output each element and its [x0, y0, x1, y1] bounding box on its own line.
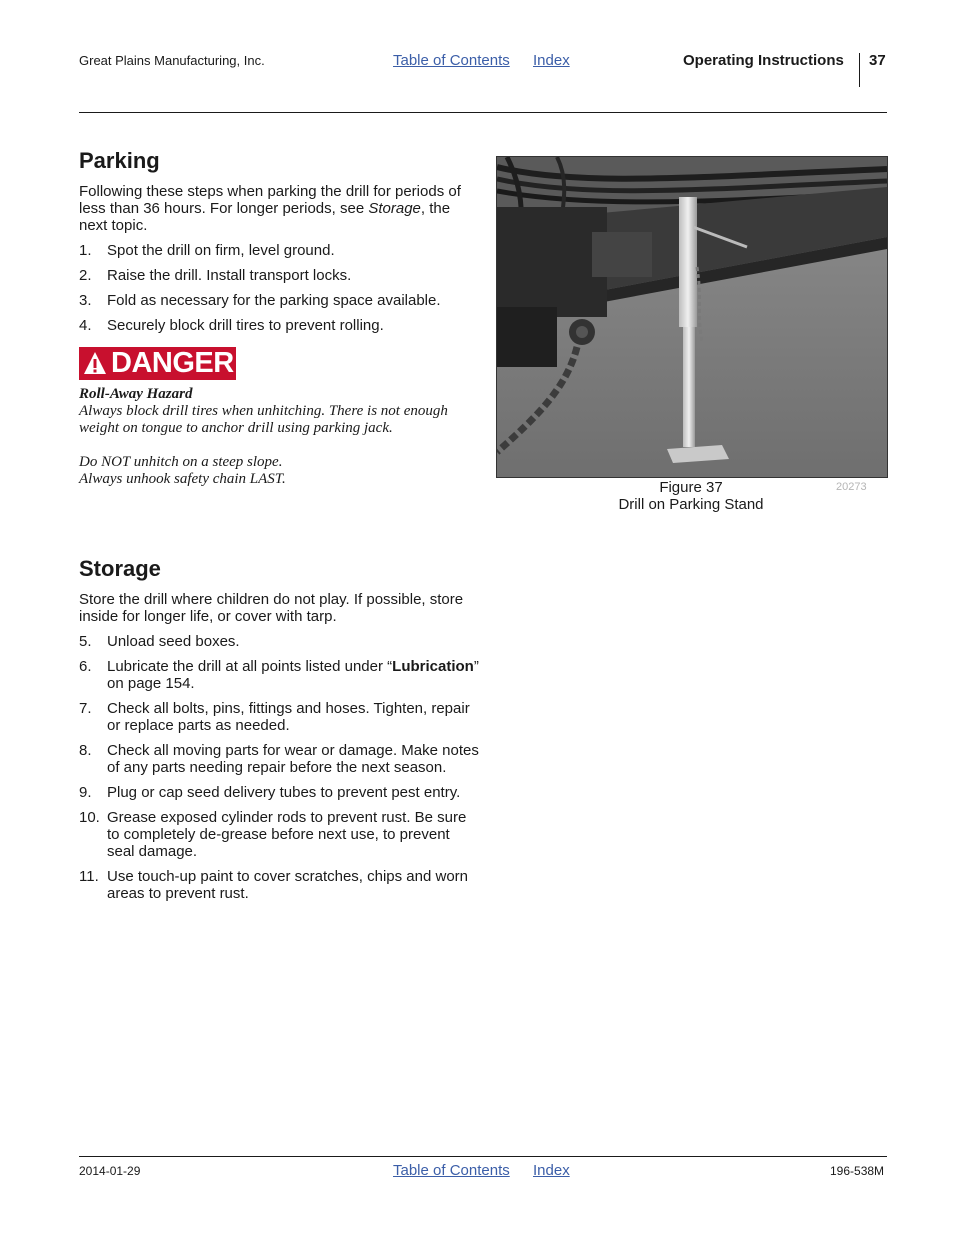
step-text: Securely block drill tires to prevent rolling.	[107, 317, 384, 334]
footer-index-link[interactable]: Index	[533, 1162, 570, 1179]
figure-image-id: 20273	[836, 481, 867, 493]
step-text: Raise the drill. Install transport locks.	[107, 267, 352, 284]
list-item	[79, 633, 479, 650]
step-number: 2.	[79, 267, 92, 284]
step-text: Grease exposed cylinder rods to prevent rust. Be sure to completely de-grease before next use, to prevent seal damage.	[107, 809, 467, 860]
step-number: 6.	[79, 658, 92, 675]
document-number: 196-538M	[830, 1164, 885, 1178]
section-title: Operating Instructions	[683, 52, 844, 69]
parking-intro-text-a: Following these steps when parking the drill for periods of less than 36 hours. For longer periods, see	[79, 183, 461, 217]
warning-triangle-icon	[83, 351, 107, 375]
figure-title: Drill on Parking Stand	[618, 496, 764, 513]
list-item	[79, 868, 479, 902]
step-number: 3.	[79, 292, 92, 309]
step-text: Spot the drill on firm, level ground.	[107, 242, 335, 259]
step-text: Plug or cap seed delivery tubes to prevent pest entry.	[107, 784, 461, 801]
step-number: 10.	[79, 809, 100, 826]
storage-reference: Storage	[368, 200, 421, 217]
danger-word: DANGER	[111, 347, 234, 379]
hazard-line-chain: Always unhook safety chain LAST.	[79, 471, 286, 487]
hazard-text-1: Always block drill tires when unhitching. There is not enough weight on tongue to anchor drill using parking jack.	[79, 403, 448, 436]
list-item	[79, 700, 479, 734]
list-item	[79, 784, 479, 801]
step-number: 9.	[79, 784, 92, 801]
parking-intro	[79, 183, 464, 234]
danger-label	[79, 347, 236, 380]
list-item	[79, 242, 474, 259]
storage-steps-list	[79, 633, 479, 910]
parking-intro-text-b: , the next topic.	[79, 200, 451, 234]
company-name: Great Plains Manufacturing, Inc.	[79, 53, 265, 68]
step-number: 11.	[79, 868, 99, 885]
parking-steps-list	[79, 242, 474, 342]
lubrication-reference: Lubrication	[392, 658, 474, 675]
step-text: Use touch-up paint to cover scratches, chips and worn areas to prevent rust.	[107, 868, 469, 902]
footer-rule	[79, 1156, 887, 1157]
parking-heading: Parking	[79, 148, 160, 173]
step-text: Check all bolts, pins, fittings and hoses. Tighten, repair or replace parts as needed.	[107, 700, 470, 734]
step-text: Unload seed boxes.	[107, 633, 240, 650]
list-item	[79, 292, 474, 309]
figure-caption	[496, 479, 886, 513]
storage-heading: Storage	[79, 556, 161, 581]
step-number: 4.	[79, 317, 92, 334]
footer-toc-link[interactable]: Table of Contents	[393, 1162, 510, 1179]
header-toc-link[interactable]: Table of Contents	[393, 52, 510, 69]
list-item	[79, 809, 479, 860]
step-number: 8.	[79, 742, 92, 759]
photo-illustration	[497, 157, 887, 477]
page-number: 37	[869, 52, 886, 69]
step-number: 5.	[79, 633, 92, 650]
list-item	[79, 658, 479, 692]
header-divider	[859, 53, 860, 87]
hazard-line-slope: Do NOT unhitch on a steep slope.	[79, 454, 283, 470]
publication-date: 2014-01-29	[79, 1164, 141, 1178]
step-text: Fold as necessary for the parking space available.	[107, 292, 441, 309]
step-text-a: Lubricate the drill at all points listed under “	[107, 658, 393, 675]
header-index-link[interactable]: Index	[533, 52, 570, 69]
hazard-title: Roll-Away Hazard	[79, 386, 193, 402]
step-text: Check all moving parts for wear or damage. Make notes of any parts needing repair before the next season.	[107, 742, 479, 776]
storage-intro: Store the drill where children do not play. If possible, store inside for longer life, or cover with tarp.	[79, 591, 464, 625]
parking-stand-photo	[496, 156, 888, 478]
list-item	[79, 267, 474, 284]
step-number: 1.	[79, 242, 92, 259]
step-number: 7.	[79, 700, 92, 717]
list-item	[79, 317, 474, 334]
hazard-text-2	[79, 454, 479, 488]
step-text-b: ” on page 154.	[107, 658, 479, 692]
header-rule	[79, 112, 887, 113]
list-item	[79, 742, 479, 776]
figure-number: Figure 37	[659, 479, 723, 496]
